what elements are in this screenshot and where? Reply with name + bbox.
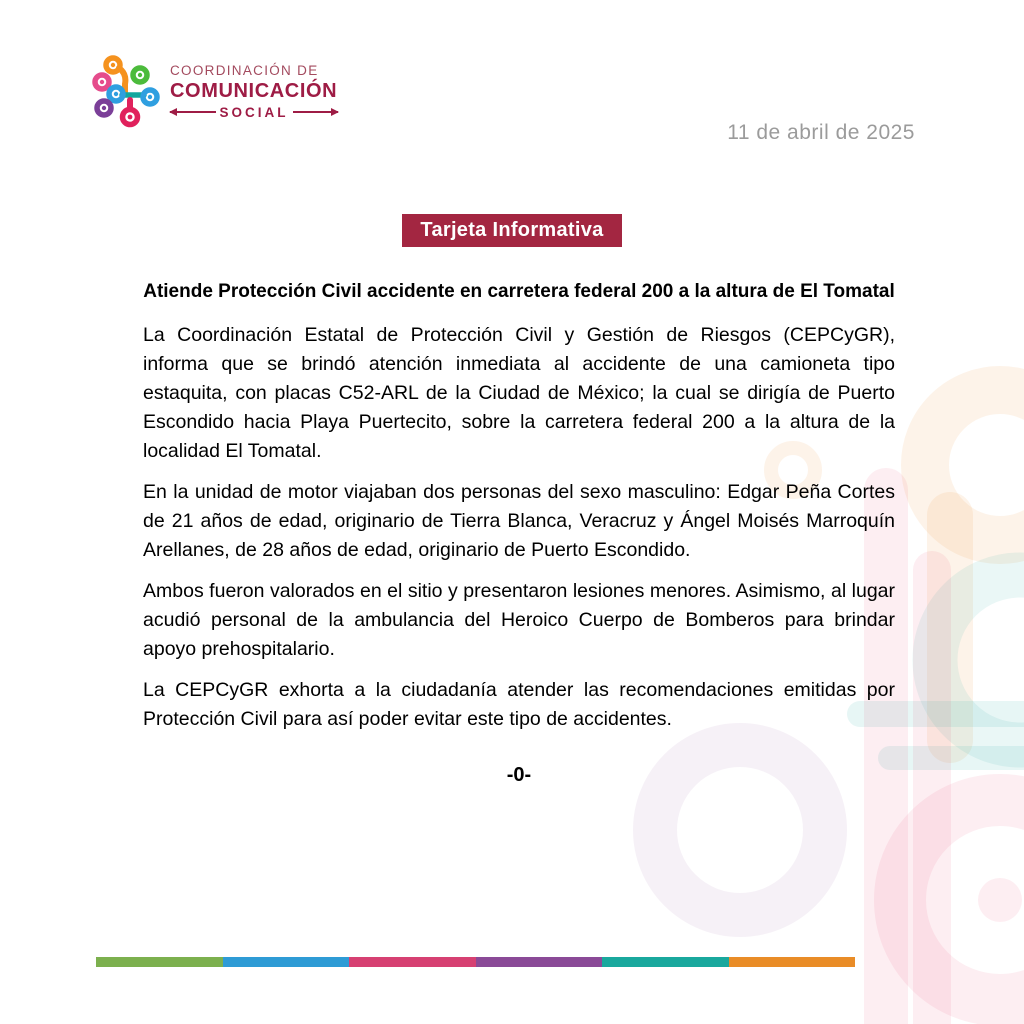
logo-text	[170, 63, 338, 120]
left-arrow-icon	[170, 111, 216, 113]
logo-line3: SOCIAL	[219, 104, 289, 120]
paragraph-2: En la unidad de motor viajaban dos personas del sexo masculino: Edgar Peña Cortes de 21 años de edad, originario de Tierra Blanca, Veracruz y Ángel Moisés Marroquín Arellanes, de 28 años de edad, originario de Puerto Escondido.	[143, 481, 895, 561]
coordination-logo-icon	[92, 54, 160, 128]
footer-bar-segment	[602, 957, 729, 967]
coordination-logo	[92, 54, 338, 128]
tarjeta-informativa-banner	[402, 214, 622, 247]
logo-line3-row	[170, 105, 338, 120]
footer-bar-segment	[223, 957, 350, 967]
document-date: 11 de abril de 2025	[727, 121, 915, 144]
footer-color-bar	[96, 957, 855, 967]
paragraph-3: Ambos fueron valorados en el sitio y presentaron lesiones menores. Asimismo, al lugar acudió personal de la ambulancia del Heroico Cuerpo de Bomberos para brindar apoyo prehospitalario.	[143, 580, 895, 660]
footer-bar-segment	[729, 957, 856, 967]
footer-bar-segment	[96, 957, 223, 967]
end-mark: -0-	[506, 764, 532, 786]
banner-label: Tarjeta Informativa	[420, 219, 604, 241]
logo-line1: COORDINACIÓN DE	[170, 62, 319, 78]
logo-line2: COMUNICACIÓN	[170, 79, 338, 102]
right-arrow-icon	[293, 111, 339, 113]
footer-bar-segment	[349, 957, 476, 967]
paragraph-1: La Coordinación Estatal de Protección Civil y Gestión de Riesgos (CEPCyGR), informa que se brindó atención inmediata al accidente de una camioneta tipo estaquita, con placas C52-ARL de la Ciudad de México; la cual se dirigía de Puerto Escondido hacia Playa Puertecito, sobre la carretera federal 200 a la altura de la localidad El Tomatal.	[143, 324, 895, 462]
document-title: Atiende Protección Civil accidente en carretera federal 200 a la altura de El Tomatal	[143, 281, 895, 302]
paragraph-4: La CEPCyGR exhorta a la ciudadanía atender las recomendaciones emitidas por Protección Civil para así poder evitar este tipo de accidentes.	[143, 679, 895, 730]
footer-bar-segment	[476, 957, 603, 967]
document-body	[143, 278, 895, 787]
